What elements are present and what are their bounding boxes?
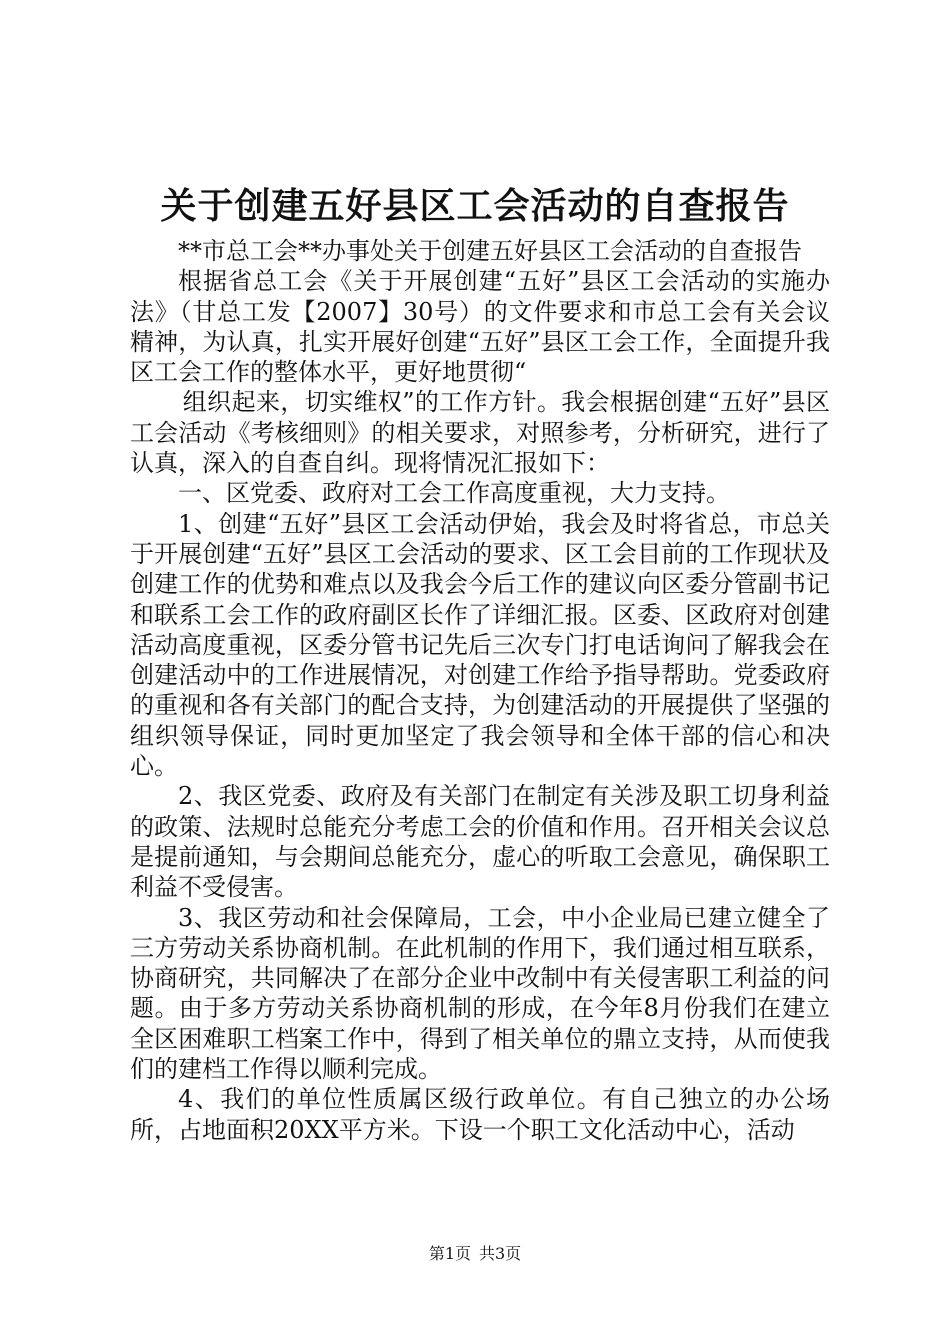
document-title: 关于创建五好县区工会活动的自查报告 xyxy=(160,185,790,227)
paragraph-intro-continued: 组织起来，切实维权”的工作方针。我会根据创建“五好”县区工会活动《考核细则》的相关要求，对照参考，分析研究，进行了认真，深入的自查自纠。现将情况汇报如下： xyxy=(130,388,830,478)
paragraph-intro: 根据省总工会《关于开展创建“五好”县区工会活动的实施办法》（甘总工发【2007】30号）的文件要求和市总工会有关会议精神，为认真，扎实开展好创建“五好”县区工会工作，全面提升我区工会工作的整体水平，更好地贯彻“ xyxy=(130,267,830,387)
page-footer xyxy=(0,1244,950,1264)
document-body xyxy=(130,236,830,1145)
paragraph-item-1: 1、创建“五好”县区工会活动伊始，我会及时将省总，市总关于开展创建“五好”县区工会活动的要求、区工会目前的工作现状及创建工作的优势和难点以及我会今后工作的建议向区委分管副书记和联系工会工作的政府副区长作了详细汇报。区委、区政府对创建活动高度重视，区委分管书记先后三次专门打电话询问了解我会在创建活动中的工作进展情况，对创建工作给予指导帮助。党委政府的重视和各有关部门的配合支持，为创建活动的开展提供了坚强的组织领导保证，同时更加坚定了我会领导和全体干部的信心和决心。 xyxy=(130,509,830,781)
section-heading-1: 一、区党委、政府对工会工作高度重视，大力支持。 xyxy=(178,479,730,508)
paragraph-item-2: 2、我区党委、政府及有关部门在制定有关涉及职工切身利益的政策、法规时总能充分考虑工会的价值和作用。召开相关会议总是提前通知，与会期间总能充分，虚心的听取工会意见，确保职工利益不受侵害。 xyxy=(130,782,830,902)
paragraph-subtitle: **市总工会**办事处关于创建五好县区工会活动的自查报告 xyxy=(178,237,802,265)
paragraph-item-4: 4、我们的单位性质属区级行政单位。有自己独立的办公场所，占地面积20XX平方米。下设一个职工文化活动中心，活动 xyxy=(130,1085,830,1144)
page-total: 共3页 xyxy=(479,1244,522,1263)
page-number: 第1页 xyxy=(428,1244,471,1263)
paragraph-item-3: 3、我区劳动和社会保障局，工会，中小企业局已建立健全了三方劳动关系协商机制。在此机制的作用下，我们通过相互联系，协商研究，共同解决了在部分企业中改制中有关侵害职工利益的问题。由于多方劳动关系协商机制的形成，在今年8月份我们在建立全区困难职工档案工作中，得到了相关单位的鼎立支持，从而使我们的建档工作得以顺利完成。 xyxy=(130,903,830,1084)
